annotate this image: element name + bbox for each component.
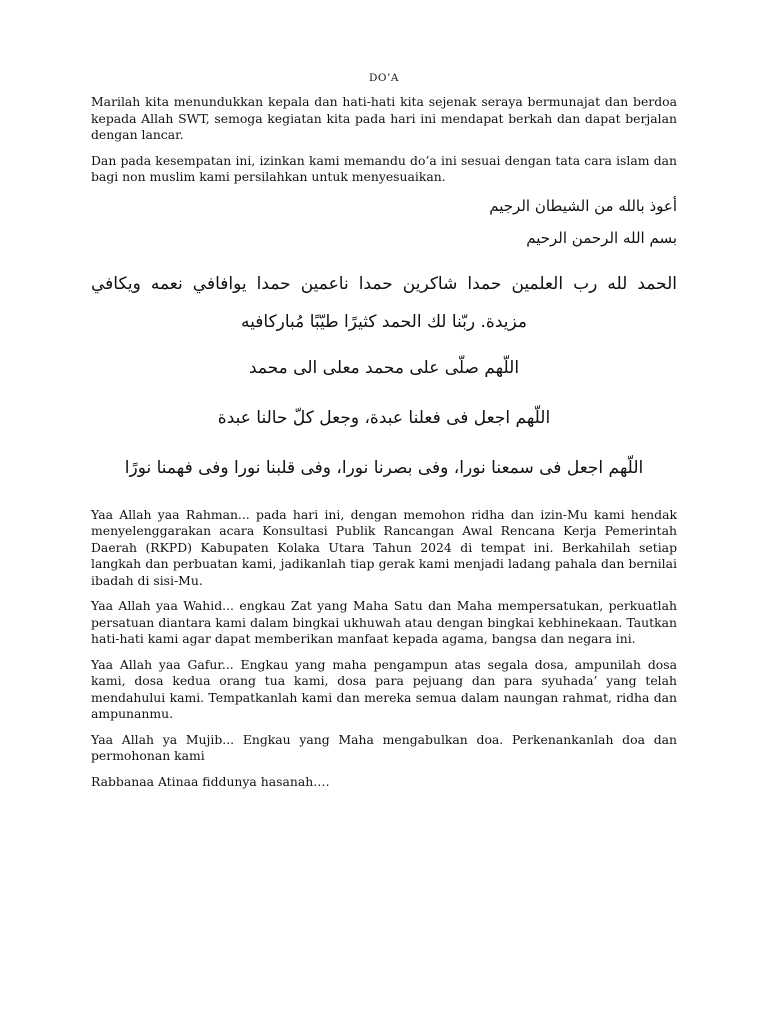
prayer-paragraph-wahid: Yaa Allah yaa Wahid... engkau Zat yang Maha Satu dan Maha mempersatukan, perkuatlah persatuan diantara kami dalam bingkai ukhuwah atau dengan bingkai kebhinekaan. Tautkan hati-hati kami agar dapat memberikan manfaat kepada agama, bangsa dan negara ini. — [91, 598, 677, 646]
arabic-prayer-ibadah: اللّهم اجعل فى فعلنا عبدة، وجعل كلّ حالنا عبدة — [217, 407, 551, 428]
arabic-taawudh: أعوذ بالله من الشيطان الرجيم — [489, 196, 677, 215]
arabic-prayer-nur: اللّهم اجعل فى سمعنا نورا، وفى بصرنا نورا، وفى قلبنا نورا وفى فهمنا نورًا — [124, 457, 644, 478]
prayer-paragraph-closing: Rabbanaa Atinaa fiddunya hasanah…. — [91, 773, 330, 789]
document-title: DO’A — [369, 72, 399, 84]
intro-paragraph-1: Marilah kita menundukkan kepala dan hati-hati kita sejenak seraya bermunajat dan berdoa kepada Allah SWT, semoga kegiatan kita pada hari ini mendapat berkah dan dapat berjalan dengan lancar. — [91, 94, 677, 142]
prayer-paragraph-mujib: Yaa Allah ya Mujib... Engkau yang Maha mengabulkan doa. Perkenankanlah doa dan permohonan kami — [91, 731, 677, 763]
arabic-salawat: اللّهم صلّى على محمد معلى الى محمد — [248, 357, 520, 378]
prayer-paragraph-gafur: Yaa Allah yaa Gafur... Engkau yang maha pengampun atas segala dosa, ampunilah dosa kami, dosa kedua orang tua kami, dosa para pejuang dan para syuhada’ yang telah mendahului kami. Tempatkanlah kami dan mereka semua dalam naungan rahmat, ridha dan ampunanmu. — [91, 656, 677, 721]
intro-paragraph-2: Dan pada kesempatan ini, izinkan kami memandu do’a ini sesuai dengan tata cara islam dan bagi non muslim kami persilahkan untuk menyesuaikan. — [91, 152, 677, 184]
document-page — [91, 72, 677, 799]
prayer-body — [91, 507, 677, 791]
prayer-paragraph-rahman: Yaa Allah yaa Rahman... pada hari ini, dengan memohon ridha dan izin-Mu kami hendak menyelenggarakan acara Konsultasi Publik Rancangan Awal Rencana Kerja Pemerintah Daerah (RKPD) Kabupaten Kolaka Utara Tahun 2024 di tempat ini. Berkahilah setiap langkah dan perbuatan kami, jadikanlah tiap gerak kami menjadi ladang pahala dan bernilai ibadah di sisi-Mu. — [91, 506, 677, 588]
arabic-basmala: بسم الله الرحمن الرحيم — [526, 228, 677, 247]
arabic-hamdalah: الحمد لله رب العلمين حمدا شاكرين حمدا ناعمين حمدا يوافافي نعمه ويكافي مزيدة. ربّنا لك الحمد كثيرًا طيّبًا مُباركافيه — [91, 273, 677, 332]
